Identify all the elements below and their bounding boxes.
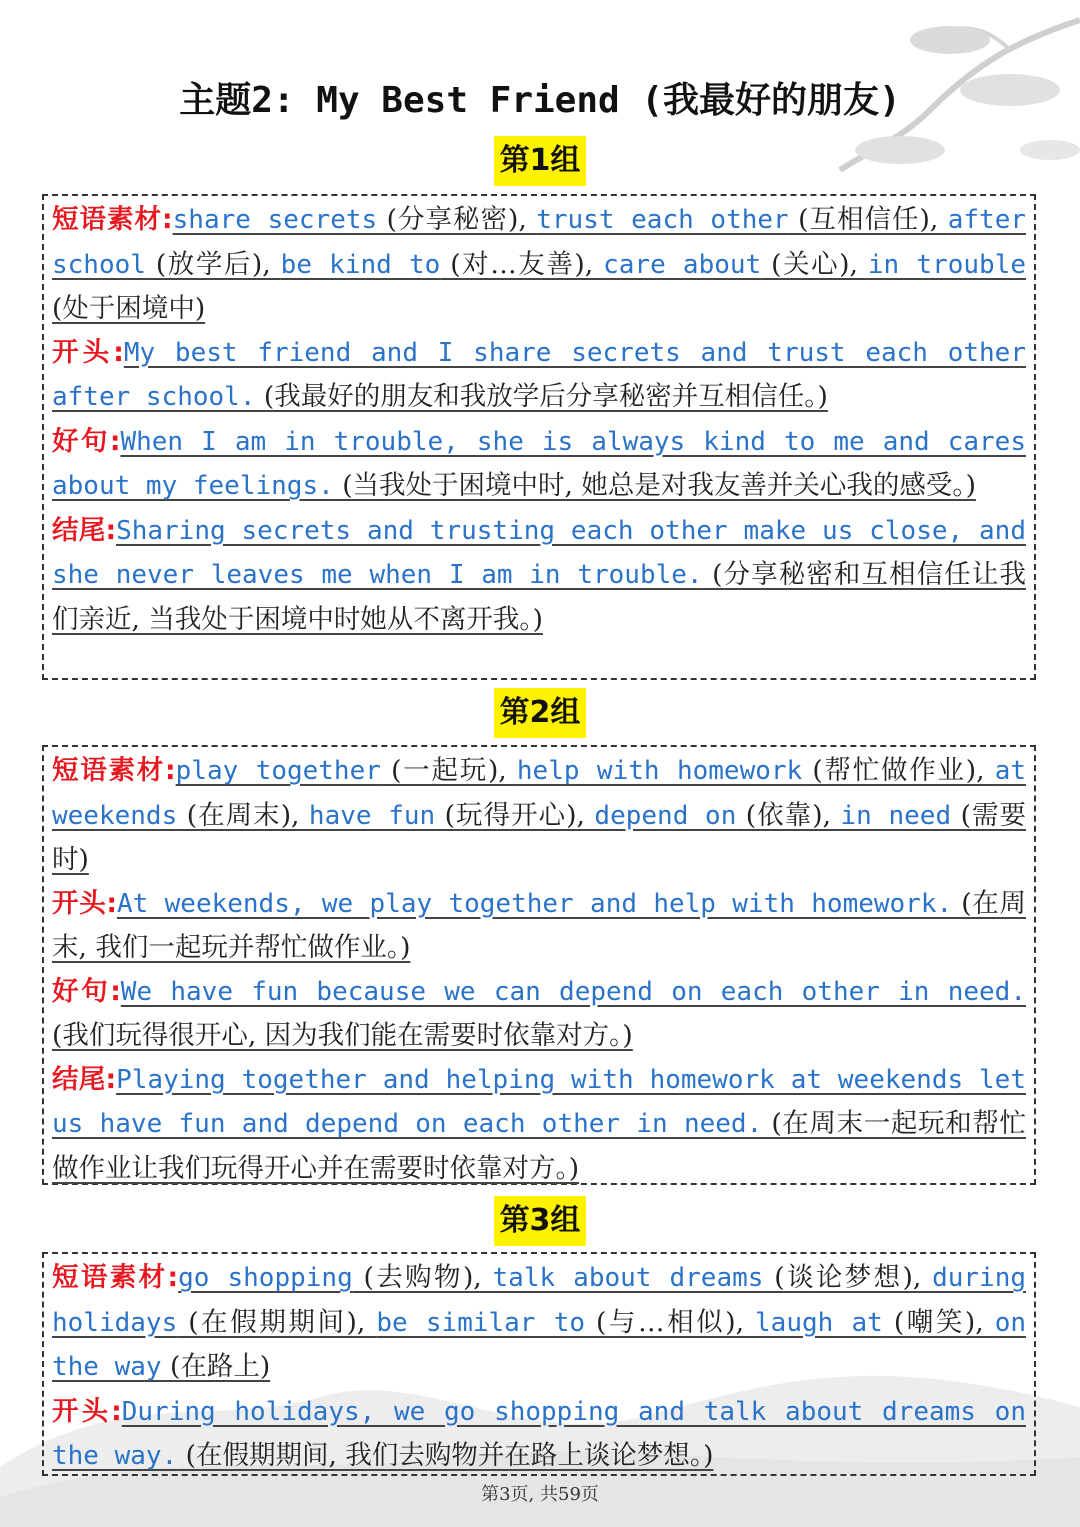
group-2-label: 第2组 xyxy=(0,688,1080,738)
group-2-phrases: 短语素材:play together (一起玩), help with homework (帮忙做作业), at weekends (在周末), have fun (玩得开心), depend on (依靠), in need (需要时) xyxy=(52,755,1027,875)
group-1-opening: 开头:My best friend and I share secrets and trust each other after school. (我最好的朋友和我放学后分享秘密并互相信任。) xyxy=(52,336,1026,412)
page-title: 主题2: My Best Friend (我最好的朋友) xyxy=(179,80,901,121)
group-1-good-sentence: 好句:When I am in trouble, she is always kind to me and cares about my feelings. (当我处于困境中时, 她总是对我友善并关心我的感受。) xyxy=(52,425,1026,501)
group-2-ending: 结尾:Playing together and helping with homework at weekends let us have fun and depend on each other in need. (在周末一起玩和帮忙做作业让我们玩得开心并在需要时依靠对方。) xyxy=(52,1063,1027,1184)
group-3-phrases: 短语素材:go shopping (去购物), talk about dreams (谈论梦想), during holidays (在假期期间), be similar to (与…相似), laugh at (嘲笑), on the way (在路上) xyxy=(52,1262,1026,1382)
group-1-box xyxy=(42,194,1036,680)
group-3-box xyxy=(42,1252,1036,1476)
group-3-opening: 开头:During holidays, we go shopping and talk about dreams on the way. (在假期期间, 我们去购物并在路上谈论梦想。) xyxy=(52,1395,1026,1471)
group-2-box xyxy=(42,745,1036,1185)
group-1-ending: 结尾:Sharing secrets and trusting each other make us close, and she never leaves me when I am in trouble. (分享秘密和互相信任让我们亲近, 当我处于困境中时她从不离开我。) xyxy=(52,514,1026,635)
group-1-label: 第1组 xyxy=(0,136,1080,186)
group-1-phrases: 短语素材:share secrets (分享秘密), trust each other (互相信任), after school (放学后), be kind to (对…友善), care about (关心), in trouble (处于困境中) xyxy=(52,204,1027,324)
group-3-label: 第3组 xyxy=(0,1196,1080,1246)
group-2-opening: 开头:At weekends, we play together and help with homework. (在周末, 我们一起玩并帮忙做作业。) xyxy=(52,887,1026,963)
group-2-good-sentence: 好句:We have fun because we can depend on each other in need. (我们玩得很开心, 因为我们能在需要时依靠对方。) xyxy=(52,975,1026,1051)
page-number: 第3页, 共59页 xyxy=(481,1484,599,1505)
